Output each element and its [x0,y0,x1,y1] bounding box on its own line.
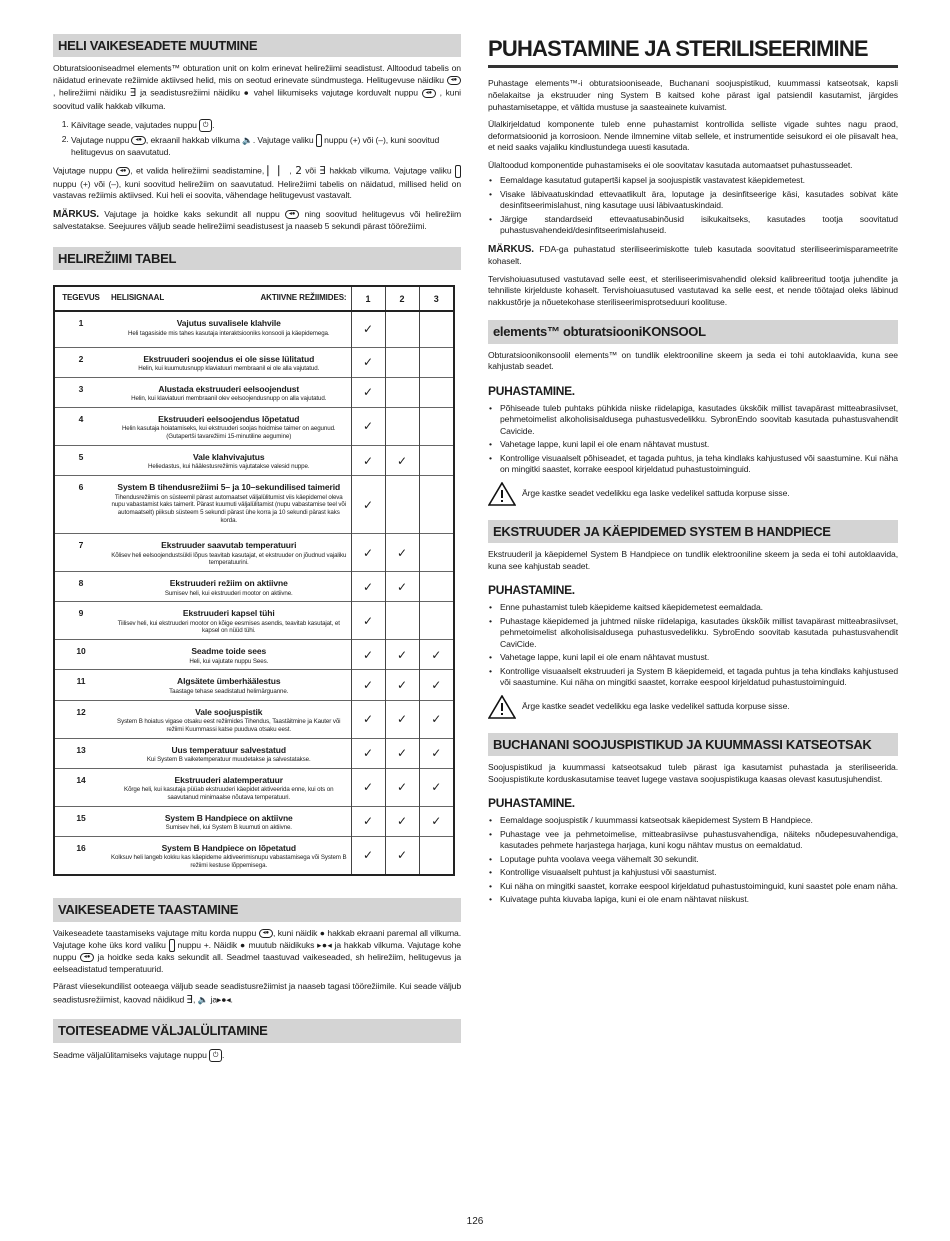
warning-icon [488,695,516,719]
list-item: • Põhiseade tuleb puhtaks pühkida niiske riidelapiga, kasutades ükskõik millist tavapärast mitteabrasiivset, pehmetoimelist alkoholisisaldusega puhastusvedelikku. SybronEndo soovitab kasutada puhastusvahendit Cavicide. [500,403,898,438]
signal-description: Sumisev heli, kui ekstruuderi mootor on aktiivne. [164,589,293,597]
power-button-icon: ⏻ [209,1049,222,1062]
paragraph: Pärast viiesekundilist ooteaega väljub seade seadistusrežiimist ja naaseb tagasi töörežiimile. Kui seade väljub seadistusrežiimist, kaovad näidikud ∃, 🔈 ja▸●◂. [53,981,461,1006]
mode-3-indicator-icon: ∃ [319,164,326,178]
mode-2-check: ✓ [385,836,419,874]
mode-2-check: ✓ [385,446,419,476]
list-item: 1. Käivitage seade, vajutades nuppu ⏻ . [71,119,461,132]
signal-description: Kui System B vaiketemperatuur muudetakse ja salvestatakse. [146,755,311,763]
mode-2-check: ✓ [385,738,419,768]
bullet-list [488,815,898,906]
mode-button-icon: ◂● [259,929,273,938]
mode-1-check: ✓ [351,476,385,534]
row-number: 9 [55,602,107,640]
table-row [55,738,453,768]
section-heading: VAIKESEADETE TAASTAMINE [53,898,461,921]
table-row [55,640,453,670]
mode-button-icon: ◂● [422,89,436,98]
mode-1-check: ✓ [351,738,385,768]
mode-3-check [419,602,453,640]
dot-indicator-icon: ● [319,927,325,938]
signal-description: Kõlisev heli eelsoojendustsükli lõpus teavitab kasutajat, et ekstruuder on jõudnud vajaliku temperatuurini. [111,551,347,567]
mode-3-check [419,446,453,476]
note: MÄRKUS. FDA-ga puhastatud steriliseerimiskotte tuleb kasutada soovitatud steriliseerimisparameetrite kohaselt. [488,243,898,267]
signal-cell [107,806,351,836]
mode-3-check: ✓ [419,670,453,700]
signal-title: Ekstruuder saavutab temperatuuri [161,540,297,551]
mode-1-check: ✓ [351,347,385,377]
signal-title: Vale soojuspistik [195,706,263,717]
dot-indicator-icon: ● [239,939,246,950]
signal-description: Kõrge heli, kui kasutaja püüab ekstruuderi käepidet aktiveerida enne, kui ots on saavutanud minimaalse nõutava temperatuuri. [124,786,334,801]
table-row [55,347,453,377]
speaker-icon: 🔈 [242,134,253,145]
section-heading: TOITESEADME VÄLJALÜLITAMINE [53,1019,461,1042]
row-number: 6 [55,476,107,534]
list-item: • Kuivatage puhta kiuvaba lapiga, kuni ei ole enam nähtavat niiskust. [500,894,898,906]
mode-1-check: ✓ [351,670,385,700]
page-title: PUHASTAMINE JA STERILISEERIMINE [488,34,898,68]
table-row [55,377,453,407]
signal-cell [107,572,351,602]
signal-title: Vajutus suvalisele klahvile [176,318,281,329]
paragraph: Obturatsioonikonsoolil elements™ on tundlik elektrooniline skeem ja seda ei tohi autoklaavida, kuna see kahjustab seadet. [488,349,898,372]
bullet-list [488,602,898,689]
mode-3-check [419,476,453,534]
signal-title: Seadme toide sees [191,646,267,657]
signal-description: Heli tagasiside mis tahes kasutaja interaktsiooniks konsooli ja käepidemega. [127,329,330,337]
paragraph: Puhastage elements™-i obturatsiooniseade, Buchanani soojuspistikud, kuummassi katseotsak, kapsli nõelakaitse ja ekstruuder ning System B kaitsed kohe pärast igal patsiendil kasutamist, järgides puhastamisetappe, et vältida mustuse ja saasteainete kuivamist. [488,78,898,112]
table-row [55,806,453,836]
mode-1-check: ✓ [351,534,385,572]
list-item: • Vahetage lappe, kuni lapil ei ole enam nähtavat mustust. [500,652,898,664]
mode-button-icon: ◂● [131,136,145,145]
warning-icon [488,482,516,506]
signal-title: System B tihendusrežiimi 5– ja 10–sekundilised taimerid [117,482,341,493]
reset-indicator-icon: ▸●◂ [317,939,332,950]
list-item: • Puhastage käepidemed ja juhtmed niiske riidelapiga, kasutades ükskõik millist tavapärast mitteabrasiivset, pehmetoimelist alkoholisisaldusega puhastusvedelikku. SybroEndo soovitab kasutada puhastusvahendit CaviCide. [500,616,898,651]
table-header: 2 [385,287,419,311]
mode-3-check: ✓ [419,768,453,806]
subheading: PUHASTAMINE. [488,796,575,811]
sound-mode-indicator-icon: ∃ [129,86,137,100]
mode-3-check [419,311,453,347]
signal-description: Heliedastus, kui häälestusrežiimis vajutatakse valesid nuppe. [148,463,310,471]
plus-minus-button-icon [455,165,461,178]
signal-title: System B Handpiece on aktiivne [164,812,293,823]
mode-3-check [419,572,453,602]
mode-button-icon: ◂● [80,953,94,962]
mode-1-check: ✓ [351,311,385,347]
mode-2-check: ✓ [385,670,419,700]
power-button-icon: ⏻ [199,119,212,132]
signal-cell [107,347,351,377]
mode-3-check: ✓ [419,738,453,768]
paragraph: Vaikeseadete taastamiseks vajutage mitu korda nuppu ◂● , kuni näidik ● hakkab ekraani paremal all vilkuma. Vajutage kohe üks kord valiku nuppu +. Näidik ● muutub näidikuks ▸●◂ ja hakkab vilkuma. Vajutage kohe nuppu ◂● ja hoidke seda kaks sekundit all. Seadmel taastuvad vaikeseaded, sh helirežiim, helitugevus ja eelseadistatud temperatuurid. [53,927,461,974]
row-number: 14 [55,768,107,806]
signal-cell [107,738,351,768]
mode-2-check: ✓ [385,700,419,738]
row-number: 10 [55,640,107,670]
list-item: • Kontrollige visuaalselt puhtust ja kahjustusi või saastumist. [500,867,898,879]
mode-2-check: ✓ [385,534,419,572]
table-row [55,670,453,700]
mode-2-check [385,377,419,407]
signal-cell [107,476,351,534]
paragraph: Obturatsiooniseadmel elements™ obturation unit on kolm erinevat helirežiimi seadistust. Alltoodud tabelis on näidatud erinevate režiimide aktiivsed helid, mis on seotud erinevate sündmustega. Helitugevuse näidiku ◂● , helirežiimi näidiku ∃ ja seadistusrežiimi näidiku ● vahel liikumiseks vajutage korduvalt nuppu ◂● , kuni soovitud valik hakkab vilkuma. [53,63,461,112]
list-item: • Eemaldage soojuspistik / kuummassi katseotsak käepidemest System B Handpiece. [500,815,898,827]
mode-2-check: ✓ [385,640,419,670]
mode-button-icon: ◂● [285,210,299,219]
mode-3-check: ✓ [419,806,453,836]
mode-2-check: ✓ [385,768,419,806]
mode-1-check: ✓ [351,408,385,446]
mode-1-check: ✓ [351,806,385,836]
sound-mode-table [53,285,455,876]
signal-cell [107,640,351,670]
paragraph: Soojuspistikud ja kuummassi katseotsakud tuleb pärast iga kasutamist puhastada ja steriliseerida. Soojuspistikute korduskasutamise teavet lugege vastava soojuspistikuga kaasas olevast kasutusjuhendist. [488,762,898,784]
signal-description: Tihendusrežiimis on süsteemil pärast automaatset väljalülitumist viis käepidemel oleva nupu vabastamist kaks taimerit. Pärast kuumuti väljalülitamist (nupu vabastamise teel või automaatselt) piiksub süsteem 5 sekundi pärast ühe korra ja 10 sekundi pärast kaks korda. [111,493,347,524]
list-item: • Kontrollige visuaalselt ekstruuderi ja System B käepidemeid, et tagada puhtus ja teha kindlaks kahjustused või saastumine. Kui näha on mingitki saastet, korrake eespool kirjeldatud puhastustoiminguid. [500,666,898,689]
table-header: TEGEVUS [55,287,107,311]
mode-2-check [385,602,419,640]
mode-1-check: ✓ [351,446,385,476]
row-number: 3 [55,377,107,407]
signal-title: Ekstruuderi režiim on aktiivne [169,578,288,589]
list-item: • Visake läbivaatuskindad ettevaatlikult ära, loputage ja desinfitseerige käsi, kasutades sobivat käte desinfitseerimislahust, ning kasutage uusi läbivaatuskindaid. [500,189,898,212]
row-number: 12 [55,700,107,738]
mode-3-check: ✓ [419,640,453,670]
dot-indicator-icon: ● [243,88,251,99]
mode-3-check [419,534,453,572]
mode-3-check [419,408,453,446]
mode-3-check: ✓ [419,700,453,738]
signal-title: Vale klahvivajutus [193,452,265,463]
section-heading: elements™ obturatsiooniKONSOOL [488,320,898,343]
mode-1-check: ✓ [351,377,385,407]
list-item: • Enne puhastamist tuleb käepideme kaitsed käepidemetest eemaldada. [500,602,898,614]
mode-3-check [419,836,453,874]
table-header: HELISIGNAAL AKTIIVNE REŽIIMIDES: [107,287,351,311]
signal-cell [107,602,351,640]
mode-2-check [385,408,419,446]
signal-description: Kolksuv heli langeb kokku kas käepideme aktiveerimisnupu vabastamisega või System B režiimi kestuse lõppemisega. [110,854,347,869]
note: MÄRKUS. Vajutage ja hoidke kaks sekundit all nuppu ◂● ning soovitud helitugevus või helirežiim salvestatakse. Seejuures väljub seade helirežiimi seadistusest ja naaseb 5 sekundi pärast töörežiimi. [53,208,462,232]
mode-1-check: ✓ [351,836,385,874]
table-row [55,311,453,347]
bullet-list [488,403,898,476]
signal-cell [107,700,351,738]
section-heading: EKSTRUUDER JA KÄEPIDEMED SYSTEM B HANDPIECE [488,520,898,543]
row-number: 13 [55,738,107,768]
row-number: 11 [55,670,107,700]
paragraph: Seadme väljalülitamiseks vajutage nuppu ⏻ . [53,1049,461,1062]
row-number: 5 [55,446,107,476]
list-item: • Kui näha on mingitki saastet, korrake eespool kirjeldatud puhastustoiminguid, kuni saastet pole enam näha. [500,881,898,893]
table-header: 1 [351,287,385,311]
table-row [55,572,453,602]
mode-3-check [419,377,453,407]
row-number: 2 [55,347,107,377]
signal-description: Heli, kui vajutate nuppu Sees. [189,657,269,665]
subheading: PUHASTAMINE. [488,583,575,598]
table-row [55,836,453,874]
paragraph: Ekstruuderil ja käepidemel System B Handpiece on tundlik elektrooniline skeem ja seda ei tohi autoklaavida, kuna see kahjustab seadet. [488,549,898,571]
plus-minus-button-icon [169,939,175,952]
table-row [55,446,453,476]
signal-cell [107,670,351,700]
mode-1-indicator-icon: ⎸⎸ [267,164,290,178]
table-row [55,700,453,738]
signal-cell [107,377,351,407]
signal-description: Sumisev heli, kui System B kuumuti on aktiivne. [165,824,292,832]
row-number: 15 [55,806,107,836]
right-column [488,34,898,908]
signal-cell [107,446,351,476]
signal-description: Tiilisev heli, kui ekstruuderi mootor on kõige eesmises asendis, teavitab kasutajat, et kapsel on nüüd tühi. [117,619,340,635]
signal-description: Taastage tehase seadistatud helirnärguanne. [169,687,289,695]
warning: Ärge kastke seadet vedelikku ega laske vedelikel sattuda korpuse sisse. [488,482,898,506]
mode-3-indicator-icon: ∃ [186,992,194,1006]
table-row [55,602,453,640]
row-number: 16 [55,836,107,874]
list-item: • Vahetage lappe, kuni lapil ei ole enam nähtavat mustust. [500,439,898,451]
mode-1-check: ✓ [351,700,385,738]
signal-cell [107,408,351,446]
signal-cell [107,768,351,806]
mode-1-check: ✓ [351,572,385,602]
mode-2-check: ✓ [385,806,419,836]
section-heading: HELIREŽIIMI TABEL [53,247,461,270]
bullet-list [488,175,898,237]
signal-title: Uus temperatuur salvestatud [171,744,286,755]
signal-title: Ekstruuderi alatemperatuur [174,774,283,785]
mode-button-icon: ◂● [116,167,130,176]
speaker-icon: 🔈 [197,994,209,1005]
signal-cell [107,534,351,572]
row-number: 7 [55,534,107,572]
signal-title: Ekstruuderi kapsel tühi [182,608,275,619]
signal-cell [107,311,351,347]
row-number: 8 [55,572,107,602]
mode-1-check: ✓ [351,602,385,640]
signal-description: Helin, kui kuumutusnupp klaviatuuri membraanil ei ole alla vajutatud. [138,365,320,373]
paragraph: Ülalkirjeldatud komponente tuleb enne puhastamist kontrollida selliste vigade suhtes nagu praod, deformatsioonid ja korrosioon. Nende ilmnemine viitab sellele, et instrumentide seisukord ei ole piisavalt hea, et neid saaks vajaliku kindlustundega uuesti kasutada. [488,119,898,153]
row-number: 4 [55,408,107,446]
paragraph: Tervishoiuasutused vastutavad selle eest, et steriliseerimisvahendid oleksid kalibreeritud tootja juhendite ja tehniliste kirjelduste kohaselt. Tervishoiuasutused vastutavad ka selle eest, et nende töötajad oleks läbinud nakkustõrje ja nõuetekohase steriliseerimisprotseduuri koolituse. [488,273,898,307]
signal-description: Helin kasutaja hoiatamiseks, kui ekstruuderi soojas hoidmise taimer on aegunud. (Gutapertši tavarežiimi 15-minutiline aegumine) [121,425,336,441]
mode-2-check: ✓ [385,572,419,602]
table-header: 3 [419,287,453,311]
subheading: PUHASTAMINE. [488,383,575,398]
mode-button-icon: ◂● [447,76,461,85]
signal-cell [107,836,351,874]
signal-title: System B Handpiece on lõpetatud [161,842,296,853]
list-item: • Kontrollige visuaalselt põhiseadet, et tagada puhtus, ja teha kindlaks kahjustused või saastumine. Kui näha on mingitki saastet, korrake eespool kirjeldatud puhastustoiminguid. [500,453,898,476]
list-item: • Järgige standardseid ettevaatusabinõusid isikukaitseks, kasutades tootja soovitatud puhastusvahendeid/desinfitseerimislahuseid. [500,214,898,237]
list-item: • Loputage puhta voolava veega vähemalt 30 sekundit. [500,854,898,866]
mode-2-check [385,347,419,377]
mode-1-check: ✓ [351,768,385,806]
reset-indicator-icon: ▸●◂ [217,994,231,1005]
list-item: 2. Vajutage nuppu ◂● , ekraanil hakkab vilkuma 🔈. Vajutage valiku nuppu (+) või (–), kuni soovitud helitugevus on saavutatud. [71,134,461,159]
warning: Ärge kastke seadet vedelikku ega laske vedelikel sattuda korpuse sisse. [488,695,898,719]
signal-description: System B hoiatus vigase otsaku eest režiimides Tihendus, Taastäitmine ja Kauter või režiimi Kuummassi katse puuduva otsaku eest. [117,717,341,733]
signal-title: Ekstruuderi soojendus ei ole sisse lülitatud [143,353,315,364]
plus-minus-button-icon [316,134,322,147]
signal-title: Algsätete ümberhäälestus [177,676,281,687]
mode-2-check [385,311,419,347]
table-row [55,408,453,446]
mode-2-check [385,476,419,534]
signal-title: Alustada ekstruuderi eelsoojendust [158,383,300,394]
mode-2-indicator-icon: 2 [295,164,302,178]
left-column [53,34,461,1062]
table-row [55,476,453,534]
paragraph: Vajutage nuppu ◂● , et valida helirežiimi seadistamine, ⎸⎸, 2 või ∃ hakkab vilkuma. Vajutage valiku nuppu (+) või (–), kuni soovitud helirežiim on saavutatud. Helirežiimi tabelis on näidatud, millised helid on vastavas režiimis aktiivsed. Kui heli ei soovita, vähendage helitugevust vastavalt. [53,164,461,201]
mode-3-check [419,347,453,377]
signal-description: Helin, kui klaviatuuri membraanil olev eelsoojendusnupp on alla vajutatud. [131,395,327,403]
row-number: 1 [78,318,84,329]
table-row [55,768,453,806]
paragraph: Ülaltoodud komponentide puhastamiseks ei ole soovitatav kasutada automaatset puhastusseadet. [488,159,853,170]
page-number: 126 [466,1216,484,1227]
list-item: • Puhastage vee ja pehmetoimelise, mitteabrasiivse puhastusvahendiga, näiteks nõudepesuvahendiga, kasutades pehmete harjastega harjaga, kuni kogu nähtav mustus on eemaldatud. [500,829,898,852]
section-heading: BUCHANANI SOOJUSPISTIKUD JA KUUMMASSI KATSEOTSAK [488,733,898,756]
signal-title: Ekstruuderi eelsoojendus lõpetatud [158,414,300,425]
section-heading: HELI VAIKESEADETE MUUTMINE [53,34,461,57]
list-item: • Eemaldage kasutatud gutapertši kapsel ja soojuspistik vastavatest käepidemetest. [500,175,898,187]
table-row [55,534,453,572]
mode-1-check: ✓ [351,640,385,670]
steps-list [53,119,461,159]
